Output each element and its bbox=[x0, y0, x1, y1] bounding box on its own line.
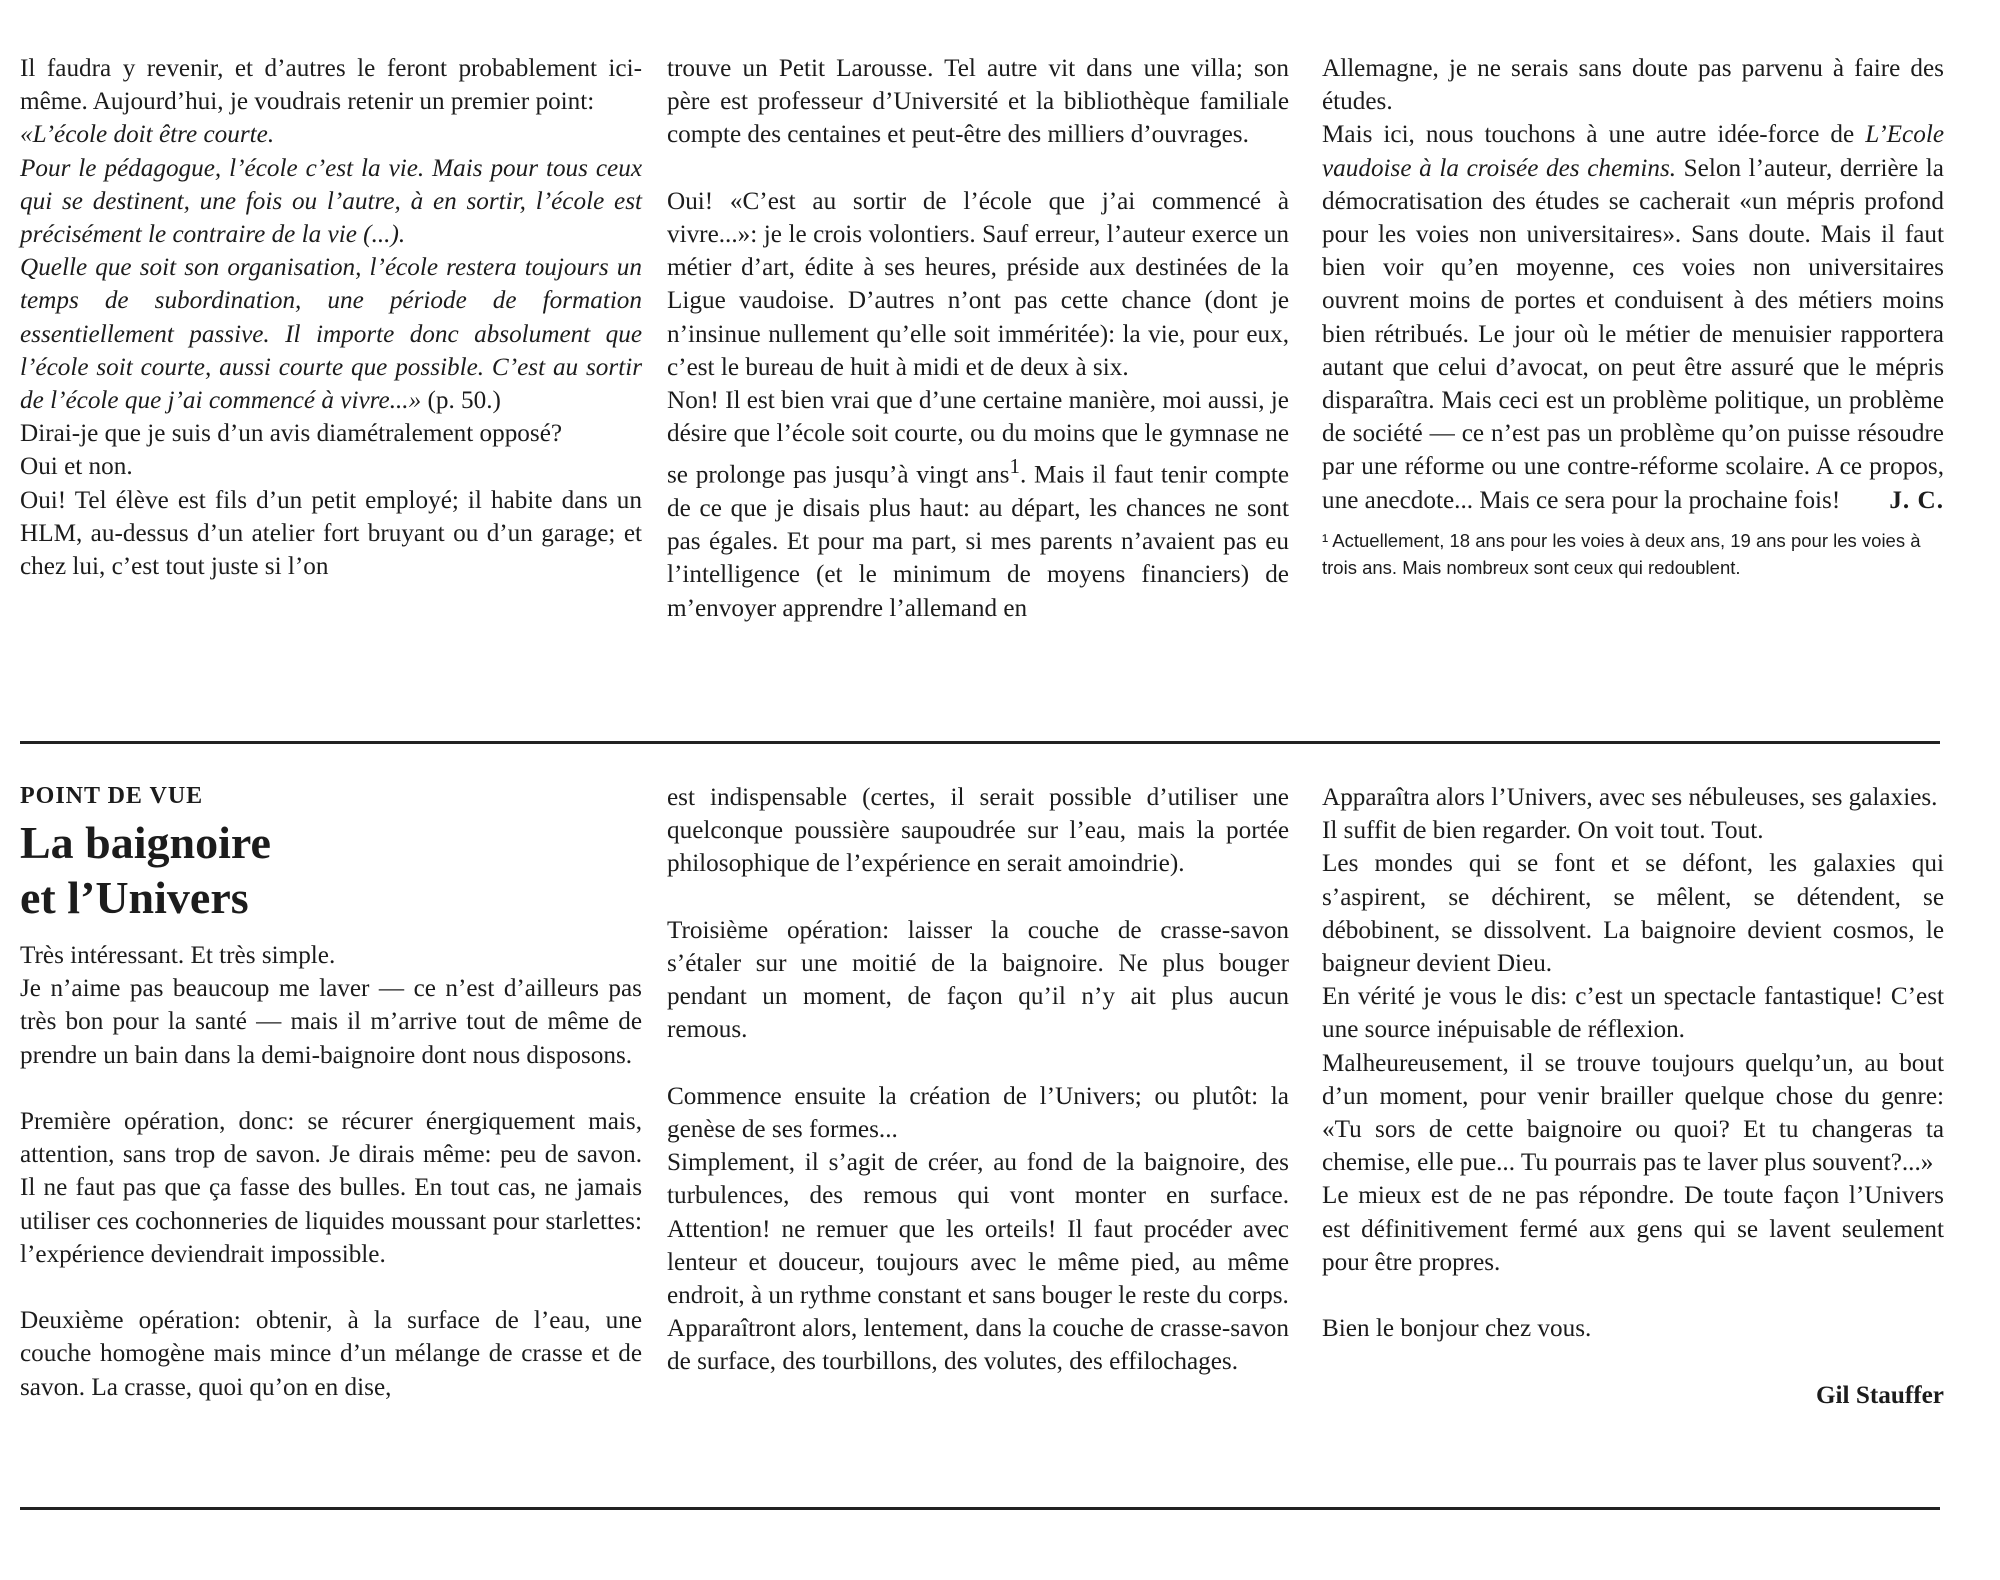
paragraph: Il suffit de bien regarder. On voit tout. Tout. bbox=[1322, 817, 1764, 845]
paragraph: Le mieux est de ne pas répondre. De toute façon l’Univers est définitivement fermé aux gens qui se lavent seulement pour être propres. bbox=[1322, 1182, 1944, 1276]
paragraph: Allemagne, je ne serais sans doute pas parvenu à faire des études. bbox=[1322, 55, 1944, 116]
author-signature: Gil Stauffer bbox=[1815, 1381, 1944, 1409]
section-kicker: POINT DE VUE bbox=[20, 783, 204, 809]
paragraph: Apparaîtra alors l’Univers, avec ses nébuleuses, ses galaxies. bbox=[1322, 784, 1938, 811]
paragraph: Première opération, donc: se récurer énergiquement mais, attention, sans trop de savon. Je dirais même: peu de savon. Il ne faut pas que ça fasse des bulles. En tout cas, ne jamais utiliser ces cochonneries de liquides moussant pour starlettes: l’expérience deviendrait impossible. bbox=[20, 1108, 642, 1268]
footnote: ¹ Actuellement, 18 ans pour les voies à deux ans, 19 ans pour les voies à trois ans. Mais nombreux sont ceux qui redoublent. bbox=[1322, 529, 1921, 578]
paragraph: Malheureusement, il se trouve toujours quelqu’un, au bout d’un moment, pour venir brailler quelque chose du genre: «Tu sors de cette baignoire ou quoi? Et tu changeras ta chemise, elle pue... Tu pourrais pas te laver plus souvent?...» bbox=[1322, 1049, 1944, 1177]
paragraph: Il faudra y revenir, et d’autres le feront probablement ici-même. Aujourd’hui, je voudrais retenir un premier point: bbox=[20, 55, 642, 116]
paragraph: Apparaîtront alors, lentement, dans la couche de crasse-savon de surface, des tourbillons, des volutes, des effilochages. bbox=[667, 1315, 1289, 1376]
paragraph: Je n’aime pas beaucoup me laver — ce n’est d’ailleurs pas très bon pour la santé — mais il m’arrive tout de même de prendre un bain dans la demi-baignoire dont nous disposons. bbox=[20, 975, 642, 1069]
section-divider bbox=[20, 1507, 1940, 1510]
section-divider bbox=[20, 741, 1940, 744]
bottom-column-2 bbox=[667, 781, 1289, 1379]
book-title: L’Ecole vaudoise à la croisée des chemins. bbox=[1322, 121, 1944, 182]
quote-paragraph: Pour le pédagogue, l’école c’est la vie. Mais pour tous ceux qui se destinent, une fois ou l’autre, à en sortir, l’école est précisément le contraire de la vie (...). bbox=[20, 154, 642, 249]
paragraph-text: Non! Il est bien vrai que d’une certaine manière, moi aussi, je désire que l’école soit courte, ou du moins que le gymnase ne se prolonge pas jusqu’à vingt ans bbox=[667, 387, 1289, 489]
paragraph: Troisième opération: laisser la couche de crasse-savon s’étaler sur une moitié de la baignoire. Ne plus bouger pendant un moment, de façon qu’il n’y ait plus aucun remous. bbox=[667, 916, 1289, 1044]
paragraph: Deuxième opération: obtenir, à la surface de l’eau, une couche homogène mais mince d’un mélange de crasse et de savon. La crasse, quoi qu’on en dise, bbox=[20, 1307, 642, 1401]
author-signature: J. C. bbox=[1889, 486, 1944, 514]
paragraph-text: . Mais il faut tenir compte de ce que je disais plus haut: au départ, les chances ne sont pas égales. Et pour ma part, si mes parents n’avaient pas eu l’intelligence (et le minimum de moyens financiers) de m’envoyer apprendre l’allemand en bbox=[667, 461, 1289, 622]
quote-text: Quelle que soit son organisation, l’école restera toujours un temps de subordination, une période de formation essentiellement passive. Il importe donc absolument que l’école soit courte, aussi courte que possible. C’est au sortir de l’école que j’ai commencé à vivre...» bbox=[20, 254, 642, 415]
headline-line: et l’Univers bbox=[20, 872, 249, 923]
paragraph-text: Mais ici, nous touchons à une autre idée-force de bbox=[1322, 121, 1866, 149]
top-column-3 bbox=[1322, 52, 1944, 581]
paragraph: est indispensable (certes, il serait possible d’utiliser une quelconque poussière saupoudrée sur l’eau, mais la portée philosophique de l’expérience en serait amoindrie). bbox=[667, 784, 1289, 878]
paragraph: Simplement, il s’agit de créer, au fond de la baignoire, des turbulences, des remous qui vont monter en surface. Attention! ne remuer que les orteils! Il faut procéder avec lenteur et douceur, toujours avec le même pied, au même endroit, à un rythme constant et sans bouger le reste du corps. bbox=[667, 1149, 1289, 1310]
top-column-2 bbox=[667, 52, 1289, 625]
paragraph bbox=[1322, 118, 1944, 516]
paragraph: Bien le bonjour chez vous. bbox=[1322, 1315, 1592, 1343]
quote-paragraph: «L’école doit être courte. bbox=[20, 121, 275, 149]
page-reference: (p. 50.) bbox=[421, 387, 501, 415]
paragraph: Très intéressant. Et très simple. bbox=[20, 942, 336, 969]
quote-paragraph bbox=[20, 251, 642, 417]
paragraph-text: Selon l’auteur, derrière la démocratisation des études se cacherait «un mépris profond pour les voies non universitaires». Sans doute. Mais il faut bien voir qu’en moyenne, ces voies non universitaires ouvrent moins de portes et conduisent à des métiers moins bien rétribués. Le jour où le métier de menuisier rapportera autant que celui d’avocat, on peut être assuré que le mépris disparaîtra. Mais ceci est un problème politique, un problème de société — ce n’est pas un problème qu’on puisse résoudre par une réforme ou une contre-réforme scolaire. A ce propos, une anecdote... Mais ce sera pour la prochaine fois! bbox=[1322, 154, 1944, 514]
paragraph: Oui! «C’est au sortir de l’école que j’ai commencé à vivre...»: je le crois volontiers. Sauf erreur, l’auteur exerce un métier d’art, édite à ses heures, préside aux destinées de la Ligue vaudoise. D’autres n’ont pas cette chance (dont je n’insinue nullement qu’elle soit imméritée): la vie, pour eux, c’est le bureau de huit à midi et de deux à six. bbox=[667, 187, 1289, 381]
bottom-column-3 bbox=[1322, 781, 1944, 1412]
paragraph: Dirai-je que je suis d’un avis diamétralement opposé? bbox=[20, 420, 563, 448]
paragraph: Oui! Tel élève est fils d’un petit employé; il habite dans un HLM, au-dessus d’un atelier fort bruyant ou d’un garage; et chez lui, c’est tout juste si l’on bbox=[20, 486, 642, 581]
bottom-column-1 bbox=[20, 781, 642, 1404]
top-column-1 bbox=[20, 52, 642, 583]
paragraph: Commence ensuite la création de l’Univers; ou plutôt: la genèse de ses formes... bbox=[667, 1082, 1289, 1143]
paragraph bbox=[667, 384, 1289, 625]
paragraph: trouve un Petit Larousse. Tel autre vit dans une villa; son père est professeur d’Université et la bibliothèque familiale compte des centaines et peut-être des milliers d’ouvrages. bbox=[667, 55, 1289, 149]
paragraph: Les mondes qui se font et se défont, les galaxies qui s’aspirent, se déchirent, se mêlent, se détendent, se débobinent, se dissolvent. La baignoire devient cosmos, le baigneur devient Dieu. bbox=[1322, 850, 1944, 978]
headline-line: La baignoire bbox=[20, 817, 271, 868]
paragraph: Oui et non. bbox=[20, 453, 133, 481]
footnote-marker: 1 bbox=[1009, 454, 1020, 479]
paragraph: En vérité je vous le dis: c’est un spectacle fantastique! C’est une source inépuisable de réflexion. bbox=[1322, 983, 1944, 1044]
article-headline bbox=[20, 815, 642, 925]
